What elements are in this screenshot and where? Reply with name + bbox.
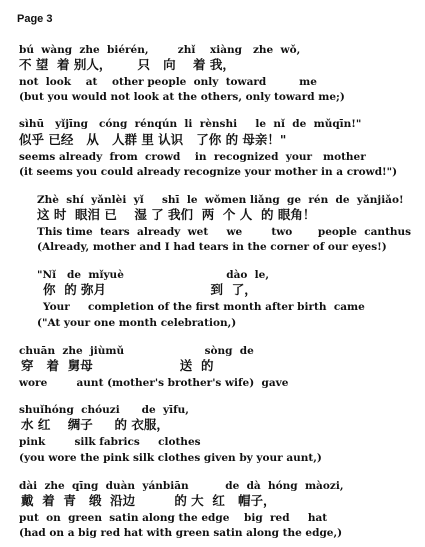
stanza-5-chinese: 穿 着 舅母 送 的 — [21, 358, 214, 373]
stanza-7-english: put on green satin along the edge big red hat — [19, 512, 328, 524]
stanza-6-translation: (you wore the pink silk clothes given by your aunt,) — [19, 452, 322, 464]
stanza-4-translation: ("At your one month celebration,) — [37, 317, 237, 329]
stanza-6-english: pink silk fabrics clothes — [19, 436, 201, 448]
stanza-6-chinese: 水 红 绸子 的 衣服， — [21, 417, 169, 432]
stanza-2-chinese: 似乎 已经 从 人群 里 认识 了你 的 母亲！" — [19, 132, 287, 147]
stanza-1-chinese: 不 望 着 别人， 只 向 着 我， — [19, 57, 235, 72]
page-label: Page 3 — [17, 13, 53, 25]
stanza-4-pinyin: "Nǐ de mǐyuè dào le, — [37, 269, 270, 281]
stanza-3-chinese: 这 时 眼泪 已 湿 了 我们 两 个 人 的 眼角！ — [37, 207, 316, 222]
stanza-1-english: not look at other people only toward me — [19, 76, 317, 88]
stanza-1-translation: (but you would not look at the others, only toward me;) — [19, 91, 345, 103]
stanza-1-pinyin: bú wàng zhe biérén, zhǐ xiàng zhe wǒ, — [19, 44, 301, 56]
stanza-6-pinyin: shuǐhóng chóuzi de yīfu, — [19, 404, 189, 416]
stanza-3-pinyin: Zhè shí yǎnlèi yǐ shī le wǒmen liǎng ge rén de yǎnjiǎo! — [37, 194, 404, 206]
stanza-7-translation: (had on a big red hat with green satin along the edge,) — [19, 527, 343, 539]
stanza-5-english: wore aunt (mother's brother's wife) gave — [19, 377, 289, 389]
stanza-5-pinyin: chuān zhe jiùmǔ sòng de — [19, 345, 254, 357]
stanza-2-english: seems already from crowd in recognized your mother — [19, 151, 366, 163]
stanza-4-chinese: 你 的 弥月 到 了， — [43, 282, 257, 297]
stanza-2-pinyin: sìhū yǐjīng cóng rénqún li rènshi le nǐ de mǔqīn!" — [19, 118, 362, 130]
stanza-4-english: Your completion of the first month after birth came — [43, 301, 365, 313]
stanza-7-chinese: 戴 着 青 缎 沿边 的 大 红 帽子， — [21, 493, 276, 508]
stanza-7-pinyin: dài zhe qīng duàn yánbiān de dà hóng màozi, — [19, 480, 344, 492]
stanza-3-translation: (Already, mother and I had tears in the corner of our eyes!) — [37, 241, 387, 253]
stanza-2-translation: (it seems you could already recognize your mother in a crowd!") — [19, 166, 398, 178]
stanza-3-english: This time tears already wet we two people canthus — [37, 226, 412, 238]
